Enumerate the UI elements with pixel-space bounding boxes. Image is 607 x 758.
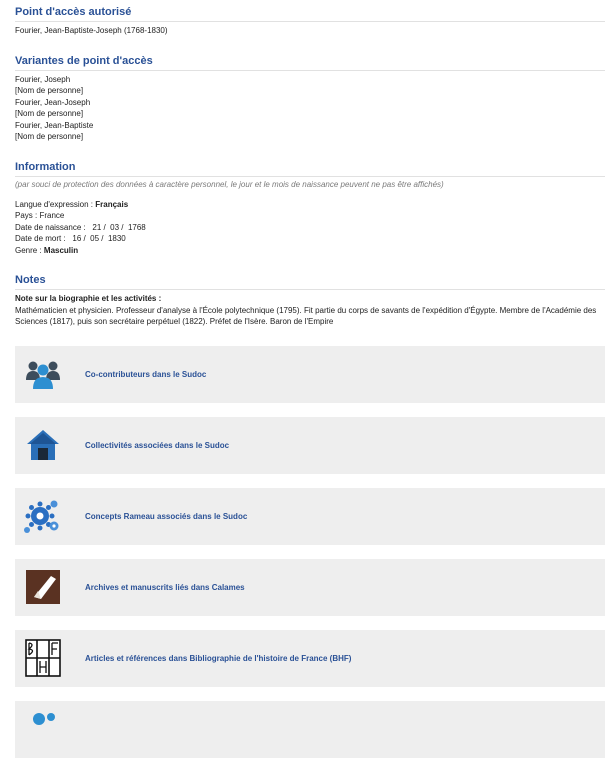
link-label[interactable]: Collectivités associées dans le Sudoc (85, 440, 230, 450)
notes-subtitle: Note sur la biographie et les activités : (15, 294, 162, 303)
variant-line: [Nom de personne] (15, 132, 84, 141)
gender-label: Genre : (15, 245, 44, 255)
variant-line: Fourier, Jean-Baptiste (15, 120, 94, 130)
information-title: Information (15, 157, 605, 177)
link-card-collectivities[interactable] (15, 417, 605, 474)
language-row (15, 199, 605, 211)
variant-line: [Nom de personne] (15, 86, 84, 95)
death-label: Date de mort : (15, 234, 68, 243)
house-icon (23, 425, 63, 465)
gender-row (15, 245, 605, 257)
variant-line: Fourier, Jean-Joseph (15, 97, 91, 107)
privacy-note: (par souci de protection des données à caractère personnel, le jour et le mois de naissance peuvent ne pas être affichés) (15, 179, 444, 189)
death-row (15, 233, 605, 245)
notes-title: Notes (15, 270, 605, 290)
link-card-partial[interactable] (15, 701, 605, 758)
authorized-value: Fourier, Jean-Baptiste-Joseph (1768-1830) (15, 26, 168, 35)
authorized-section (15, 2, 605, 37)
record-page (0, 2, 605, 758)
country-label: Pays : (15, 211, 40, 220)
death-value: 16 / 05 / 1830 (67, 234, 126, 243)
authorized-title: Point d'accès autorisé (15, 2, 605, 22)
notes-section (15, 270, 605, 328)
link-card-calames[interactable] (15, 559, 605, 616)
link-label[interactable]: Concepts Rameau associés dans le Sudoc (85, 511, 248, 521)
bhf-icon (23, 638, 63, 678)
gender-value: Masculin (43, 245, 79, 255)
country-row (15, 210, 605, 222)
variant-line: [Nom de personne] (15, 109, 84, 118)
people-icon (23, 354, 63, 394)
link-label[interactable]: Co-contributeurs dans le Sudoc (85, 369, 207, 379)
information-section (15, 157, 605, 257)
variants-title: Variantes de point d'accès (15, 51, 605, 71)
link-card-rameau[interactable] (15, 488, 605, 545)
variant-line: Fourier, Joseph (15, 74, 71, 84)
link-label[interactable]: Articles et références dans Bibliographie de l'histoire de France (BHF) (85, 653, 352, 663)
birth-row (15, 222, 605, 234)
partial-icon (23, 709, 63, 749)
link-card-cocontributors[interactable] (15, 346, 605, 403)
birth-value: 21 / 03 / 1768 (87, 222, 146, 232)
birth-label: Date de naissance : (15, 222, 88, 232)
language-label: Langue d'expression : (15, 199, 96, 209)
notes-text: Mathématicien et physicien. Professeur d'analyse à l'École polytechnique (1795). Fit partie du corps de savants de l'expédition d'Égypte. Membre de l'Académie des Sciences (1817), puis son secrétaire perpétuel (1822). Préfet de l'Isère. Baron de l'Empire (15, 305, 597, 326)
link-label[interactable]: Archives et manuscrits liés dans Calames (85, 582, 245, 592)
variants-section (15, 51, 605, 143)
manuscript-icon (23, 567, 63, 607)
language-value: Français (95, 199, 129, 209)
link-card-bhf[interactable] (15, 630, 605, 687)
country-value: France (39, 211, 65, 220)
gears-icon (23, 496, 63, 536)
